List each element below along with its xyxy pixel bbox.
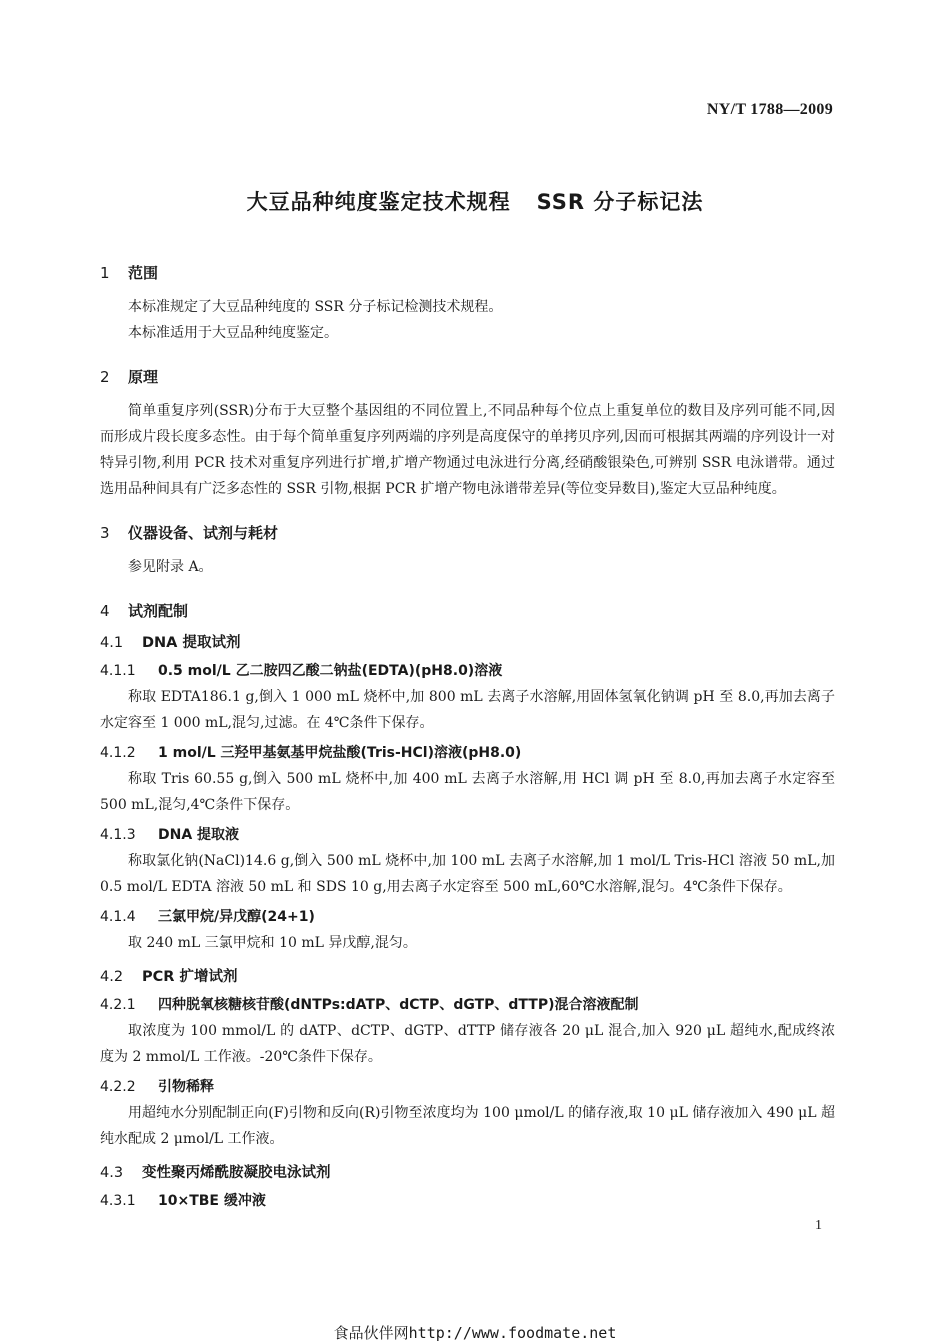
section-title: PCR 扩增试剂 bbox=[142, 969, 238, 985]
section-4-2-heading bbox=[100, 966, 835, 988]
section-3-paragraph: 参见附录 A。 bbox=[128, 559, 213, 575]
section-4-1-3-paragraph: 称取氯化钠(NaCl)14.6 g,倒入 500 mL 烧杯中,加 100 mL 去离子水溶解,加 1 mol/L Tris-HCl 溶液 50 mL,加 0.5 mol/L EDTA 溶液 50 mL 和 SDS 10 g,用去离子水定容至 500 mL,60℃水溶解,混匀。4℃条件下保存。 bbox=[100, 853, 835, 895]
section-number: 4.2 bbox=[100, 969, 124, 985]
section-2-paragraph: 简单重复序列(SSR)分布于大豆整个基因组的不同位置上,不同品种每个位点上重复单位的数目及序列可能不同,因而形成片段长度多态性。由于每个简单重复序列两端的序列是高度保守的单拷贝序列,因而可根据其两端的序列设计一对特异引物,利用 PCR 技术对重复序列进行扩增,扩增产物通过电泳进行分离,经硝酸银染色,可辨别 SSR 电泳谱带。通过选用品种间具有广泛多态性的 SSR 引物,根据 PCR 扩增产物电泳谱带差异(等位变异数目),鉴定大豆品种纯度。 bbox=[100, 403, 835, 497]
section-number: 4.1.4 bbox=[100, 909, 136, 925]
section-1-heading bbox=[100, 262, 835, 284]
section-4-1-1-heading bbox=[100, 660, 835, 682]
section-1-paragraph-1: 本标准规定了大豆品种纯度的 SSR 分子标记检测技术规程。 bbox=[128, 299, 503, 315]
section-4-1-4-heading bbox=[100, 906, 835, 928]
section-number: 4.1 bbox=[100, 635, 124, 651]
section-3-heading bbox=[100, 522, 835, 544]
section-4-1-2-paragraph: 称取 Tris 60.55 g,倒入 500 mL 烧杯中,加 400 mL 去离子水溶解,用 HCl 调 pH 至 8.0,再加去离子水定容至 500 mL,混匀,4℃条件下保存。 bbox=[100, 771, 835, 813]
section-4-1-3-heading bbox=[100, 824, 835, 846]
section-title: 10×TBE 缓冲液 bbox=[158, 1193, 266, 1209]
section-4-1-2-heading bbox=[100, 742, 835, 764]
section-title: 变性聚丙烯酰胺凝胶电泳试剂 bbox=[142, 1165, 331, 1181]
section-number: 4.1.1 bbox=[100, 663, 136, 679]
section-4-1-heading bbox=[100, 632, 835, 654]
section-title: 原理 bbox=[128, 368, 159, 386]
title-main: 大豆品种纯度鉴定技术规程 bbox=[246, 190, 511, 214]
section-number: 4.3.1 bbox=[100, 1193, 136, 1209]
section-title: 1 mol/L 三羟甲基氨基甲烷盐酸(Tris-HCl)溶液(pH8.0) bbox=[158, 745, 522, 761]
section-title: DNA 提取试剂 bbox=[142, 635, 241, 651]
standard-code: NY/T 1788—2009 bbox=[706, 101, 833, 118]
document-body bbox=[100, 262, 835, 1214]
section-4-3-1-heading bbox=[100, 1190, 835, 1212]
section-number: 4.2.1 bbox=[100, 997, 136, 1013]
section-number: 4.1.2 bbox=[100, 745, 136, 761]
section-4-1-4-paragraph: 取 240 mL 三氯甲烷和 10 mL 异戊醇,混匀。 bbox=[128, 935, 417, 951]
section-4-2-1-heading bbox=[100, 994, 835, 1016]
section-4-heading bbox=[100, 600, 835, 622]
section-number: 4.1.3 bbox=[100, 827, 136, 843]
section-title: 三氯甲烷/异戊醇(24+1) bbox=[158, 909, 315, 925]
title-method: SSR 分子标记法 bbox=[536, 190, 704, 214]
section-title: 引物稀释 bbox=[158, 1079, 214, 1095]
section-number: 2 bbox=[100, 368, 110, 386]
section-title: DNA 提取液 bbox=[158, 827, 240, 843]
section-number: 1 bbox=[100, 264, 110, 282]
section-title: 0.5 mol/L 乙二胺四乙酸二钠盐(EDTA)(pH8.0)溶液 bbox=[158, 663, 503, 679]
section-number: 4.2.2 bbox=[100, 1079, 136, 1095]
section-4-1-1-paragraph: 称取 EDTA186.1 g,倒入 1 000 mL 烧杯中,加 800 mL 去离子水溶解,用固体氢氧化钠调 pH 至 8.0,再加去离子水定容至 1 000 mL,混匀,过滤。在 4℃条件下保存。 bbox=[100, 689, 835, 731]
footer-watermark: 食品伙伴网http://www.foodmate.net bbox=[333, 1324, 617, 1342]
section-title: 试剂配制 bbox=[128, 602, 189, 620]
section-title: 仪器设备、试剂与耗材 bbox=[128, 524, 279, 542]
section-title: 四种脱氧核糖核苷酸(dNTPs:dATP、dCTP、dGTP、dTTP)混合溶液配制 bbox=[158, 997, 639, 1013]
section-2-heading bbox=[100, 366, 835, 388]
section-1-paragraph-2: 本标准适用于大豆品种纯度鉴定。 bbox=[128, 325, 338, 341]
section-number: 3 bbox=[100, 524, 110, 542]
document-title bbox=[0, 186, 950, 216]
section-number: 4 bbox=[100, 602, 110, 620]
section-title: 范围 bbox=[128, 264, 159, 282]
page-number: 1 bbox=[815, 1218, 822, 1233]
section-4-3-heading bbox=[100, 1162, 835, 1184]
section-4-2-1-paragraph: 取浓度为 100 mmol/L 的 dATP、dCTP、dGTP、dTTP 储存液各 20 μL 混合,加入 920 μL 超纯水,配成终浓度为 2 mmol/L 工作液。-20℃条件下保存。 bbox=[100, 1023, 835, 1065]
section-4-2-2-heading bbox=[100, 1076, 835, 1098]
section-4-2-2-paragraph: 用超纯水分别配制正向(F)引物和反向(R)引物至浓度均为 100 μmol/L 的储存液,取 10 μL 储存液加入 490 μL 超纯水配成 2 μmol/L 工作液。 bbox=[100, 1105, 835, 1147]
section-number: 4.3 bbox=[100, 1165, 124, 1181]
